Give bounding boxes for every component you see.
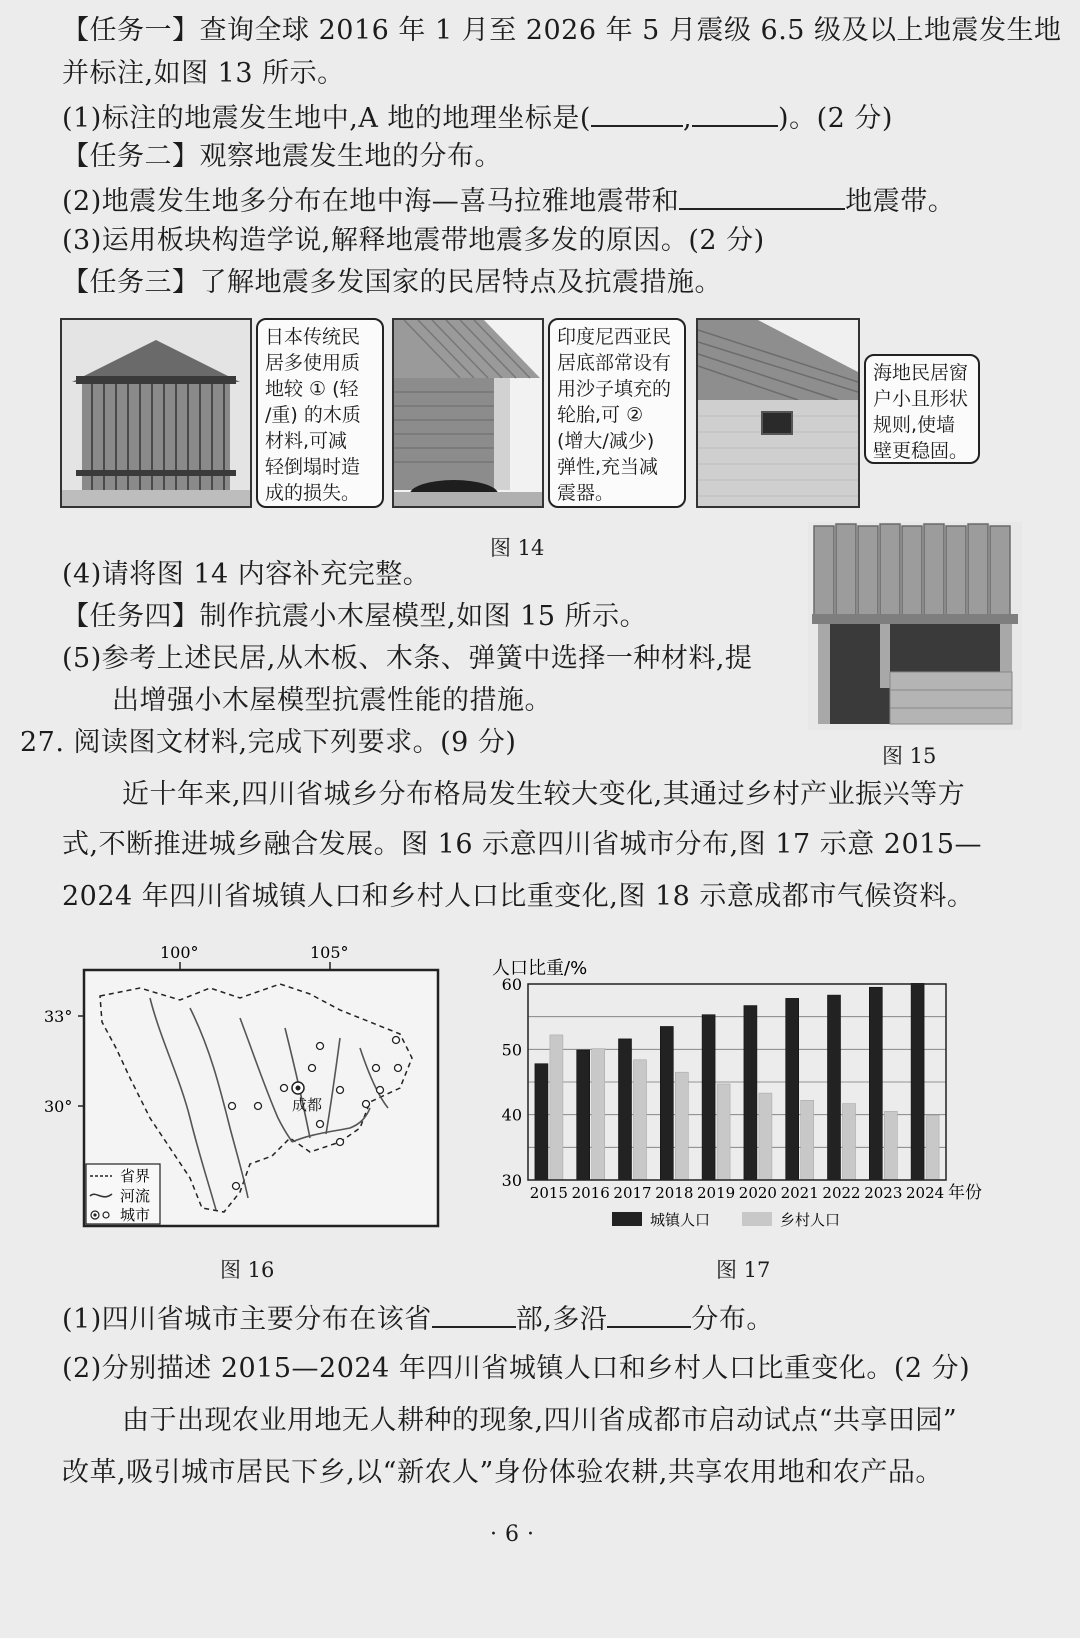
chart-y-axis-label: 人口比重/% (492, 958, 588, 979)
legend-label-rural: 乡村人口 (780, 1211, 841, 1229)
legend-swatch-rural (742, 1212, 772, 1226)
question-2-suffix: 地震带。 (845, 186, 956, 217)
passage-2-line2: 改革,吸引城市居民下乡,以“新农人”身份体验农耕,共享农用地和农产品。 (62, 1457, 943, 1488)
bar-rural-2021 (801, 1100, 814, 1180)
bar-urban-2015 (535, 1064, 548, 1180)
bar-urban-2020 (744, 1006, 757, 1180)
figure-16-caption: 图 16 (220, 1258, 275, 1282)
bar-urban-2019 (702, 1015, 715, 1180)
question-27-1-middle: 部,多沿 (515, 1304, 608, 1335)
japanese-wooden-house-photo (60, 318, 252, 508)
chart-x-tick-label: 2024 (906, 1184, 945, 1202)
chart-x-tick-label: 2018 (655, 1184, 694, 1202)
question-2 (62, 182, 955, 219)
figure-14-caption: 图 14 (490, 536, 545, 560)
chart-x-tick-label: 2021 (780, 1184, 819, 1202)
answer-blank-latitude[interactable] (591, 99, 683, 127)
passage-1-line1: 近十年来,四川省城乡分布格局发生较大变化,其通过乡村产业振兴等方 (122, 779, 966, 810)
question-27-1-prefix: (1)四川省城市主要分布在该省 (62, 1304, 432, 1335)
question-27-heading: 27. 阅读图文材料,完成下列要求。(9 分) (20, 727, 517, 758)
answer-blank-seismic-belt[interactable] (679, 182, 845, 210)
callout-indonesia-line: 印度尼西亚民 (557, 326, 672, 348)
chart-y-tick-label: 40 (501, 1105, 522, 1125)
task4-heading: 【任务四】制作抗震小木屋模型,如图 15 所示。 (62, 601, 648, 632)
population-share-chart-svg (486, 952, 1026, 1238)
bar-rural-2020 (759, 1093, 772, 1180)
legend-city: 城市 (120, 1206, 151, 1224)
lat-33-label: 33° (44, 1007, 73, 1026)
question-5-line1: (5)参考上述民居,从木板、木条、弹簧中选择一种材料,提 (62, 643, 753, 674)
callout-indonesia-line: (增大/减少) (557, 430, 655, 452)
callout-japan (256, 318, 384, 508)
chart-x-tick-label: 2022 (822, 1184, 861, 1202)
task1-line2: 并标注,如图 13 所示。 (62, 58, 345, 89)
population-share-chart (486, 952, 1026, 1238)
bar-urban-2024 (911, 983, 924, 1180)
question-2-prefix: (2)地震发生地多分布在地中海—喜马拉雅地震带和 (62, 186, 680, 217)
bar-urban-2022 (828, 995, 841, 1180)
chart-y-tick-label: 50 (501, 1040, 522, 1060)
question-1-prefix: (1)标注的地震发生地中,A 地的地理坐标是( (62, 103, 591, 134)
passage-1-line3: 2024 年四川省城镇人口和乡村人口比重变化,图 18 示意成都市气候资料。 (62, 881, 975, 912)
sichuan-city-map (40, 938, 460, 1238)
legend-swatch-urban (612, 1212, 642, 1226)
callout-japan-line: 居多使用质 (265, 352, 361, 374)
callout-indonesia-line: 居底部常设有 (557, 352, 672, 374)
bar-urban-2016 (577, 1050, 590, 1180)
wooden-house-model-photo (808, 522, 1022, 730)
bar-urban-2023 (869, 987, 882, 1180)
lon-105-label: 105° (310, 943, 349, 962)
callout-haiti-line: 规则,使墙 (873, 414, 956, 436)
passage-1-line2: 式,不断推进城乡融合发展。图 16 示意四川省城市分布,图 17 示意 2015— (62, 829, 983, 860)
chart-y-tick-label: 30 (501, 1171, 522, 1190)
lat-30-label: 30° (44, 1097, 73, 1116)
question-1-comma: , (682, 103, 693, 134)
task1-line1: 【任务一】查询全球 2016 年 1 月至 2026 年 5 月震级 6.5 级及以上地震发生地 (62, 15, 1062, 46)
bar-urban-2017 (619, 1039, 632, 1180)
callout-haiti-line: 海地民居窗 (873, 362, 969, 384)
task2-heading: 【任务二】观察地震发生地的分布。 (62, 141, 502, 172)
bar-rural-2018 (675, 1072, 688, 1180)
legend-label-urban: 城镇人口 (650, 1211, 711, 1229)
bar-rural-2023 (884, 1111, 897, 1180)
chart-x-tick-label: 2017 (613, 1184, 652, 1202)
bar-urban-2018 (660, 1026, 673, 1180)
question-4: (4)请将图 14 内容补充完整。 (62, 559, 431, 590)
bar-rural-2019 (717, 1084, 730, 1180)
answer-blank-along[interactable] (607, 1300, 691, 1328)
bar-urban-2021 (786, 998, 799, 1180)
page-number: · 6 · (490, 1522, 535, 1547)
haiti-house-small-window-illustration (696, 318, 860, 508)
bar-rural-2017 (634, 1060, 647, 1180)
indonesian-house-tire-illustration (392, 318, 544, 508)
callout-indonesia-line: 震器。 (557, 482, 615, 504)
bar-rural-2022 (843, 1104, 856, 1180)
callout-japan-line: 轻倒塌时造 (265, 456, 361, 478)
callout-japan-line: 地较 ① (轻 (265, 378, 359, 400)
chart-x-axis-label: 年份 (948, 1183, 982, 1203)
answer-blank-longitude[interactable] (692, 99, 778, 127)
callout-haiti (864, 354, 980, 464)
figure-17-caption: 图 17 (716, 1258, 771, 1282)
chart-x-tick-label: 2023 (864, 1184, 903, 1202)
question-3: (3)运用板块构造学说,解释地震带地震多发的原因。(2 分) (62, 225, 765, 256)
chart-x-tick-label: 2019 (697, 1184, 736, 1202)
callout-haiti-line: 壁更稳固。 (873, 440, 969, 462)
legend-river: 河流 (120, 1187, 151, 1205)
callout-indonesia-line: 用沙子填充的 (557, 378, 672, 400)
chart-y-tick-label: 60 (501, 975, 522, 994)
bar-rural-2015 (550, 1035, 563, 1180)
legend-province-boundary: 省界 (120, 1167, 151, 1185)
callout-indonesia-line: 弹性,充当减 (557, 456, 659, 478)
callout-japan-line: 成的损失。 (265, 482, 361, 504)
callout-indonesia (548, 318, 686, 508)
bar-rural-2016 (592, 1049, 605, 1180)
callout-japan-line: /重) 的木质 (265, 404, 361, 426)
question-27-1 (62, 1300, 774, 1337)
callout-indonesia-line: 轮胎,可 ② (557, 404, 644, 426)
lon-100-label: 100° (160, 943, 199, 962)
task3-heading: 【任务三】了解地震多发国家的民居特点及抗震措施。 (62, 267, 722, 298)
chengdu-label: 成都 (292, 1096, 323, 1114)
callout-japan-line: 材料,可减 (265, 430, 348, 452)
callout-japan-line: 日本传统民 (265, 326, 361, 348)
chart-x-tick-label: 2020 (738, 1184, 777, 1202)
bar-rural-2024 (926, 1115, 939, 1180)
chart-x-tick-label: 2016 (571, 1184, 610, 1202)
chart-x-tick-label: 2015 (529, 1184, 568, 1202)
question-5-line2: 出增强小木屋模型抗震性能的措施。 (112, 685, 552, 716)
callout-haiti-line: 户小且形状 (873, 388, 969, 410)
passage-2-line1: 由于出现农业用地无人耕种的现象,四川省成都市启动试点“共享田园” (122, 1405, 958, 1436)
answer-blank-region[interactable] (432, 1300, 516, 1328)
question-1 (62, 99, 893, 136)
question-1-suffix: )。(2 分) (778, 103, 893, 134)
figure-15-caption: 图 15 (882, 744, 937, 768)
question-27-2: (2)分别描述 2015—2024 年四川省城镇人口和乡村人口比重变化。(2 分) (62, 1353, 971, 1384)
question-27-1-suffix: 分布。 (691, 1304, 774, 1335)
